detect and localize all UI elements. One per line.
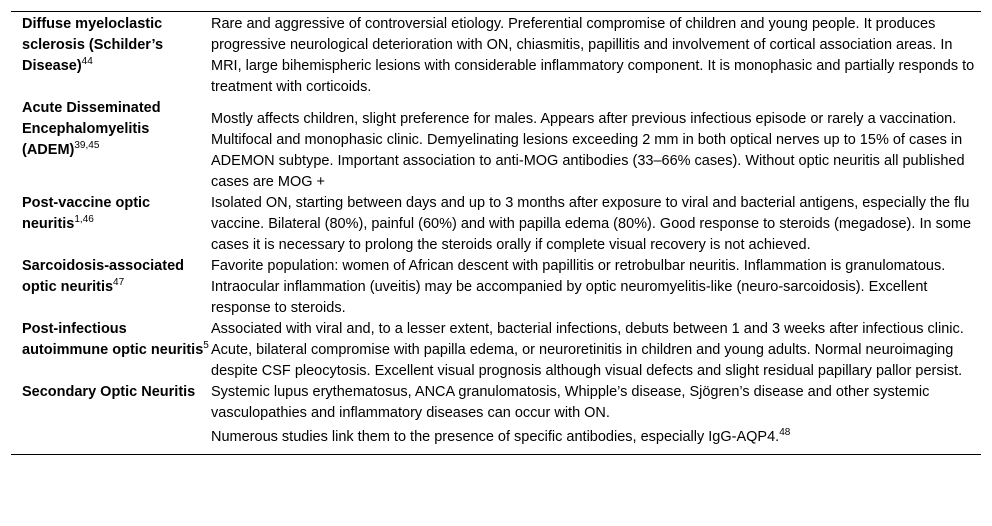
row-name: Post-vaccine optic neuritis bbox=[22, 195, 151, 232]
row-description-cell bbox=[211, 98, 981, 193]
row-name: Acute Disseminated Encephalomyelitis (ADEM) bbox=[22, 100, 161, 158]
reference-superscript: 44 bbox=[81, 56, 93, 68]
row-description: Mostly affects children, slight preference for males. Appears after previous infectious episode or rarely a vaccination. Multifocal and monophasic clinic. Demyelinating lesions exceeding 2 mm in both optical nerves up to 15% of cases in ADEMON subtype. Important association to anti-MOG antibodies (33–66% cases). Without optic neuritis all published cases are MOG + bbox=[211, 111, 965, 190]
row-description-continued: Numerous studies link them to the presence of specific antibodies, especially IgG-AQP4.48 bbox=[211, 427, 791, 445]
row-description-cell bbox=[211, 319, 981, 382]
row-description: Associated with viral and, to a lesser extent, bacterial infections, debuts between 1 and 3 weeks after infectious clinic. Acute, bilateral compromise with papilla edema, or neuroretinitis in children and young adults. Normal neuroimaging despite CSF pleocytosis. Excellent visual prognosis although visual defects and slight residual papillary pallor persist. bbox=[211, 321, 964, 379]
row-description: Systemic lupus erythematosus, ANCA granulomatosis, Whipple’s disease, Sjögren’s disease and other systemic vasculopathies and inflammatory diseases can occur with ON. bbox=[211, 384, 930, 421]
row-description: Favorite population: women of African descent with papillitis or retrobulbar neuritis. Inflammation is granulomatous. Intraocular inflammation (uveitis) may be accompanied by optic neuromyelitis-like (neuro-sarcoidosis). Excellent response to steroids. bbox=[211, 258, 946, 316]
row-description-cell bbox=[211, 193, 981, 256]
reference-superscript: 5 bbox=[203, 340, 209, 352]
row-name: Secondary Optic Neuritis bbox=[22, 384, 196, 400]
row-name: Sarcoidosis-associated optic neuritis bbox=[22, 258, 184, 295]
row-description: Rare and aggressive of controversial etiology. Preferential compromise of children and young people. It produces progressive neurological deterioration with ON, chiasmitis, papillitis and involvement of cortical association areas. In MRI, large bihemispheric lesions with considerable inflammatory component. It is monophasic and partially responds to treatment with corticoids. bbox=[211, 16, 975, 95]
row-name: Diffuse myeloclastic sclerosis (Schilder’s Disease) bbox=[22, 16, 164, 74]
row-name-cell bbox=[11, 382, 211, 454]
table-row bbox=[11, 12, 981, 98]
comparison-table bbox=[11, 11, 981, 455]
row-name-cell bbox=[11, 256, 211, 319]
reference-superscript: 1,46 bbox=[74, 214, 94, 226]
reference-superscript: 48 bbox=[779, 427, 791, 439]
reference-superscript: 47 bbox=[113, 277, 125, 289]
table-body bbox=[11, 12, 981, 454]
table-row bbox=[11, 98, 981, 193]
row-name-cell bbox=[11, 12, 211, 98]
row-name-cell bbox=[11, 319, 211, 382]
table-row bbox=[11, 319, 981, 382]
table-row bbox=[11, 256, 981, 319]
row-name-cell bbox=[11, 98, 211, 193]
row-description: Isolated ON, starting between days and up to 3 months after exposure to viral and bacterial antigens, especially the flu vaccine. Bilateral (80%), painful (60%) and with papilla edema (80%). Good response to steroids (megadose). In some cases it is necessary to prolong the steroids orally if complete visual recovery is not achieved. bbox=[211, 195, 972, 253]
table-row bbox=[11, 193, 981, 256]
table-row bbox=[11, 382, 981, 454]
reference-superscript: 39,45 bbox=[74, 140, 100, 152]
row-description-cell bbox=[211, 12, 981, 98]
row-description-cell bbox=[211, 382, 981, 454]
row-name: Post-infectious autoimmune optic neuritis bbox=[22, 321, 204, 358]
row-name-cell bbox=[11, 193, 211, 256]
row-description-cell bbox=[211, 256, 981, 319]
